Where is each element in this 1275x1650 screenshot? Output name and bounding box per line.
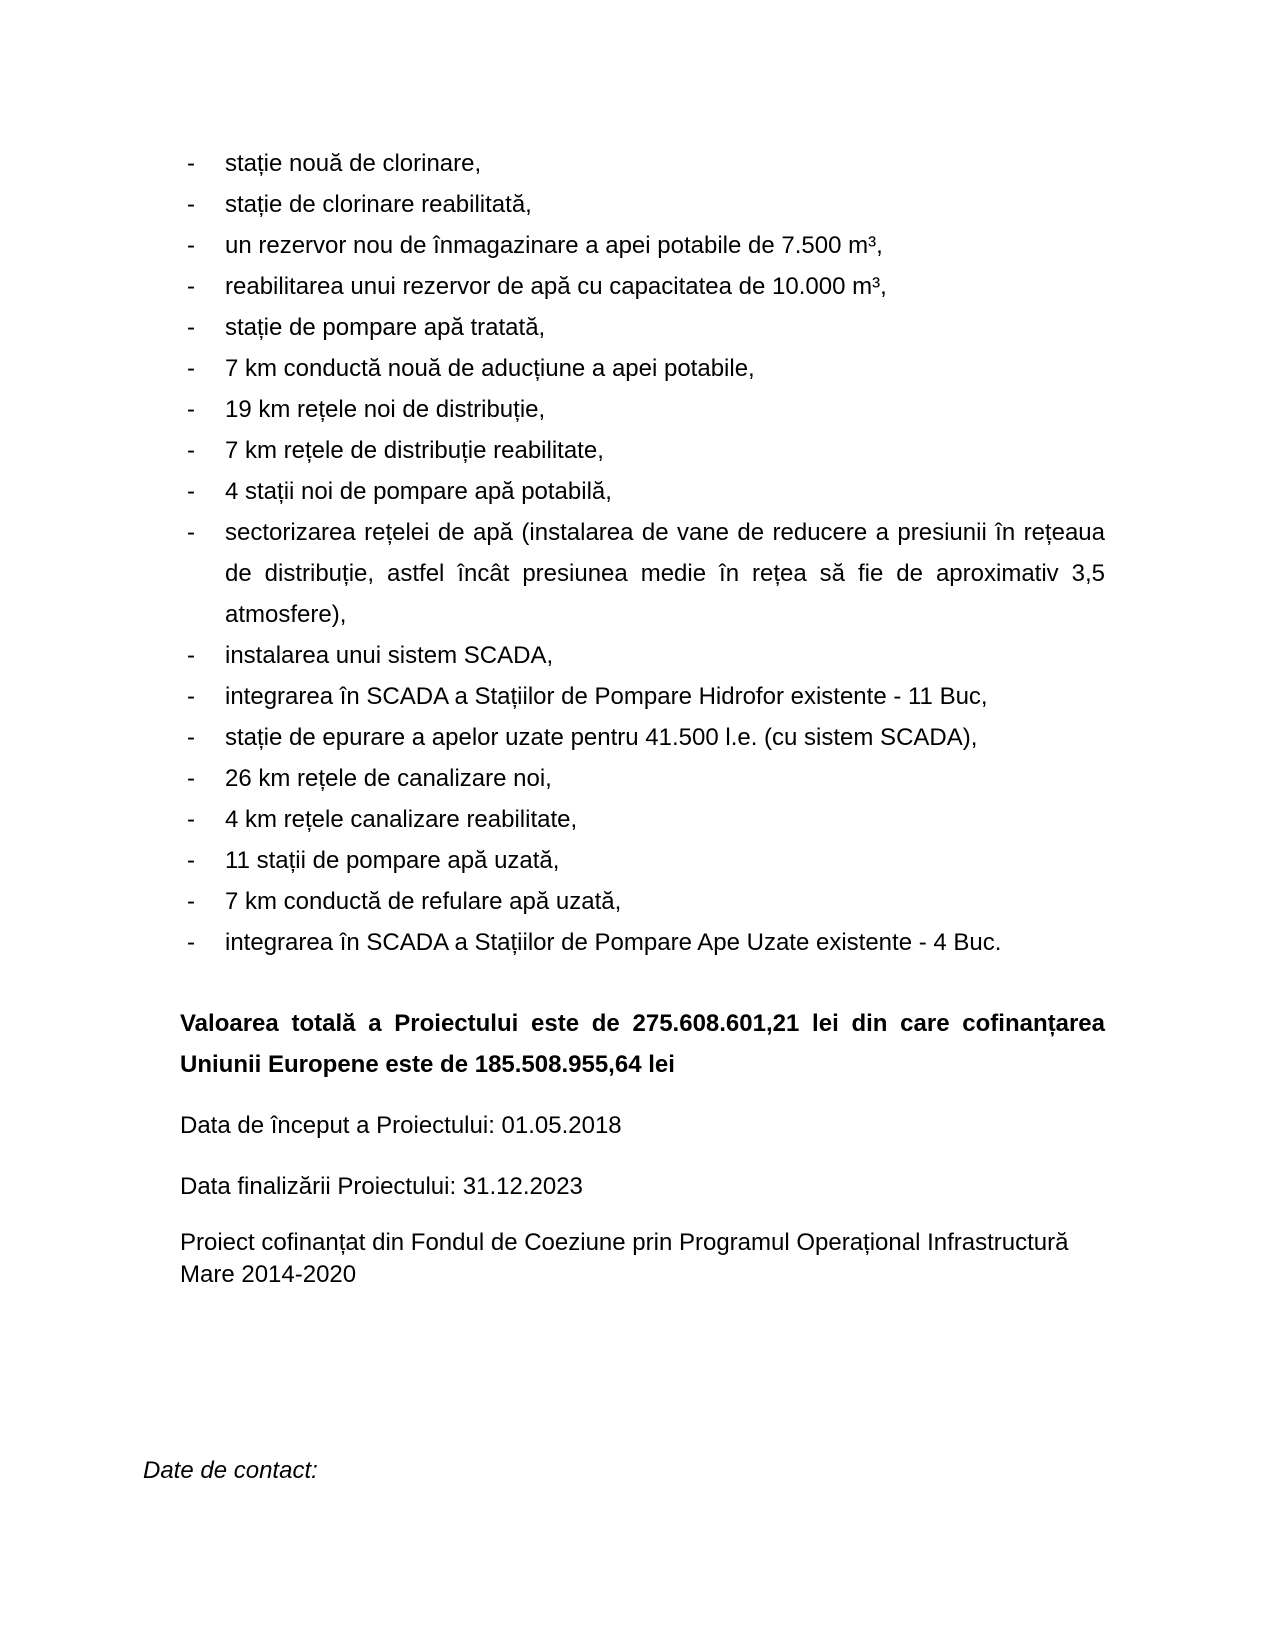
list-dash-marker: - [187, 314, 195, 341]
list-item [180, 799, 1105, 840]
list-dash-marker: - [187, 765, 195, 792]
bullet-list [180, 143, 1105, 963]
list-item-text: stație de pompare apă tratată, [225, 314, 546, 341]
list-item [180, 143, 1105, 184]
list-dash-marker: - [187, 929, 195, 956]
list-item-text: stație de epurare a apelor uzate pentru 41.500 l.e. (cu sistem SCADA), [225, 724, 978, 751]
list-item [180, 225, 1105, 266]
list-item [180, 881, 1105, 922]
list-dash-marker: - [187, 806, 195, 833]
list-item [180, 471, 1105, 512]
list-item [180, 389, 1105, 430]
list-dash-marker: - [187, 273, 195, 300]
list-item-text: instalarea unui sistem SCADA, [225, 642, 554, 669]
list-item-text: 26 km rețele de canalizare noi, [225, 765, 552, 792]
list-item [180, 635, 1105, 676]
list-item [180, 184, 1105, 225]
list-item-text: 4 km rețele canalizare reabilitate, [225, 806, 578, 833]
list-dash-marker: - [187, 724, 195, 751]
list-item-text: integrarea în SCADA a Stațiilor de Pompare Ape Uzate existente - 4 Buc. [225, 929, 1002, 956]
cofinancing-paragraph: Proiect cofinanțat din Fondul de Coeziune prin Programul Operațional Infrastructură Mare 2014-2020 [180, 1229, 1069, 1288]
list-item [180, 922, 1105, 963]
list-item [180, 840, 1105, 881]
list-item [180, 266, 1105, 307]
list-dash-marker: - [187, 355, 195, 382]
list-dash-marker: - [187, 642, 195, 669]
list-item-text: stație nouă de clorinare, [225, 150, 482, 177]
total-value-paragraph: Valoarea totală a Proiectului este de 275.608.601,21 lei din care cofinanțarea Uniunii Europene este de 185.508.955,64 lei [180, 1010, 1105, 1078]
list-item-text: reabilitarea unui rezervor de apă cu capacitatea de 10.000 m³, [225, 273, 887, 300]
list-item [180, 307, 1105, 348]
list-dash-marker: - [187, 888, 195, 915]
list-dash-marker: - [187, 150, 195, 177]
list-item [180, 758, 1105, 799]
list-item [180, 348, 1105, 389]
list-dash-marker: - [187, 437, 195, 464]
list-item [180, 430, 1105, 471]
list-dash-marker: - [187, 396, 195, 423]
list-dash-marker: - [187, 191, 195, 218]
list-item-text: stație de clorinare reabilitată, [225, 191, 532, 218]
list-item-text: 7 km conductă de refulare apă uzată, [225, 888, 622, 915]
list-dash-marker: - [187, 478, 195, 505]
list-item [180, 717, 1105, 758]
list-item-text: 7 km conductă nouă de aducțiune a apei potabile, [225, 355, 755, 382]
contact-heading: Date de contact: [143, 1457, 318, 1484]
list-dash-marker: - [187, 232, 195, 259]
list-item [180, 676, 1105, 717]
list-item-text: sectorizarea rețelei de apă (instalarea de vane de reducere a presiunii în rețeaua de distribuție, astfel încât presiunea medie în rețea să fie de aproximativ 3,5 atmosfere), [225, 519, 1105, 628]
start-date-paragraph: Data de început a Proiectului: 01.05.2018 [180, 1112, 622, 1139]
list-dash-marker: - [187, 847, 195, 874]
list-dash-marker: - [187, 683, 195, 710]
list-item-text: integrarea în SCADA a Stațiilor de Pompare Hidrofor existente - 11 Buc, [225, 683, 988, 710]
list-item [180, 512, 1105, 635]
list-dash-marker: - [187, 519, 195, 546]
list-item-text: un rezervor nou de înmagazinare a apei potabile de 7.500 m³, [225, 232, 883, 259]
list-item-text: 7 km rețele de distribuție reabilitate, [225, 437, 604, 464]
list-item-text: 4 stații noi de pompare apă potabilă, [225, 478, 612, 505]
list-item-text: 11 stații de pompare apă uzată, [225, 847, 560, 874]
end-date-paragraph: Data finalizării Proiectului: 31.12.2023 [180, 1173, 583, 1200]
list-item-text: 19 km rețele noi de distribuție, [225, 396, 546, 423]
document-content [143, 143, 1105, 1491]
